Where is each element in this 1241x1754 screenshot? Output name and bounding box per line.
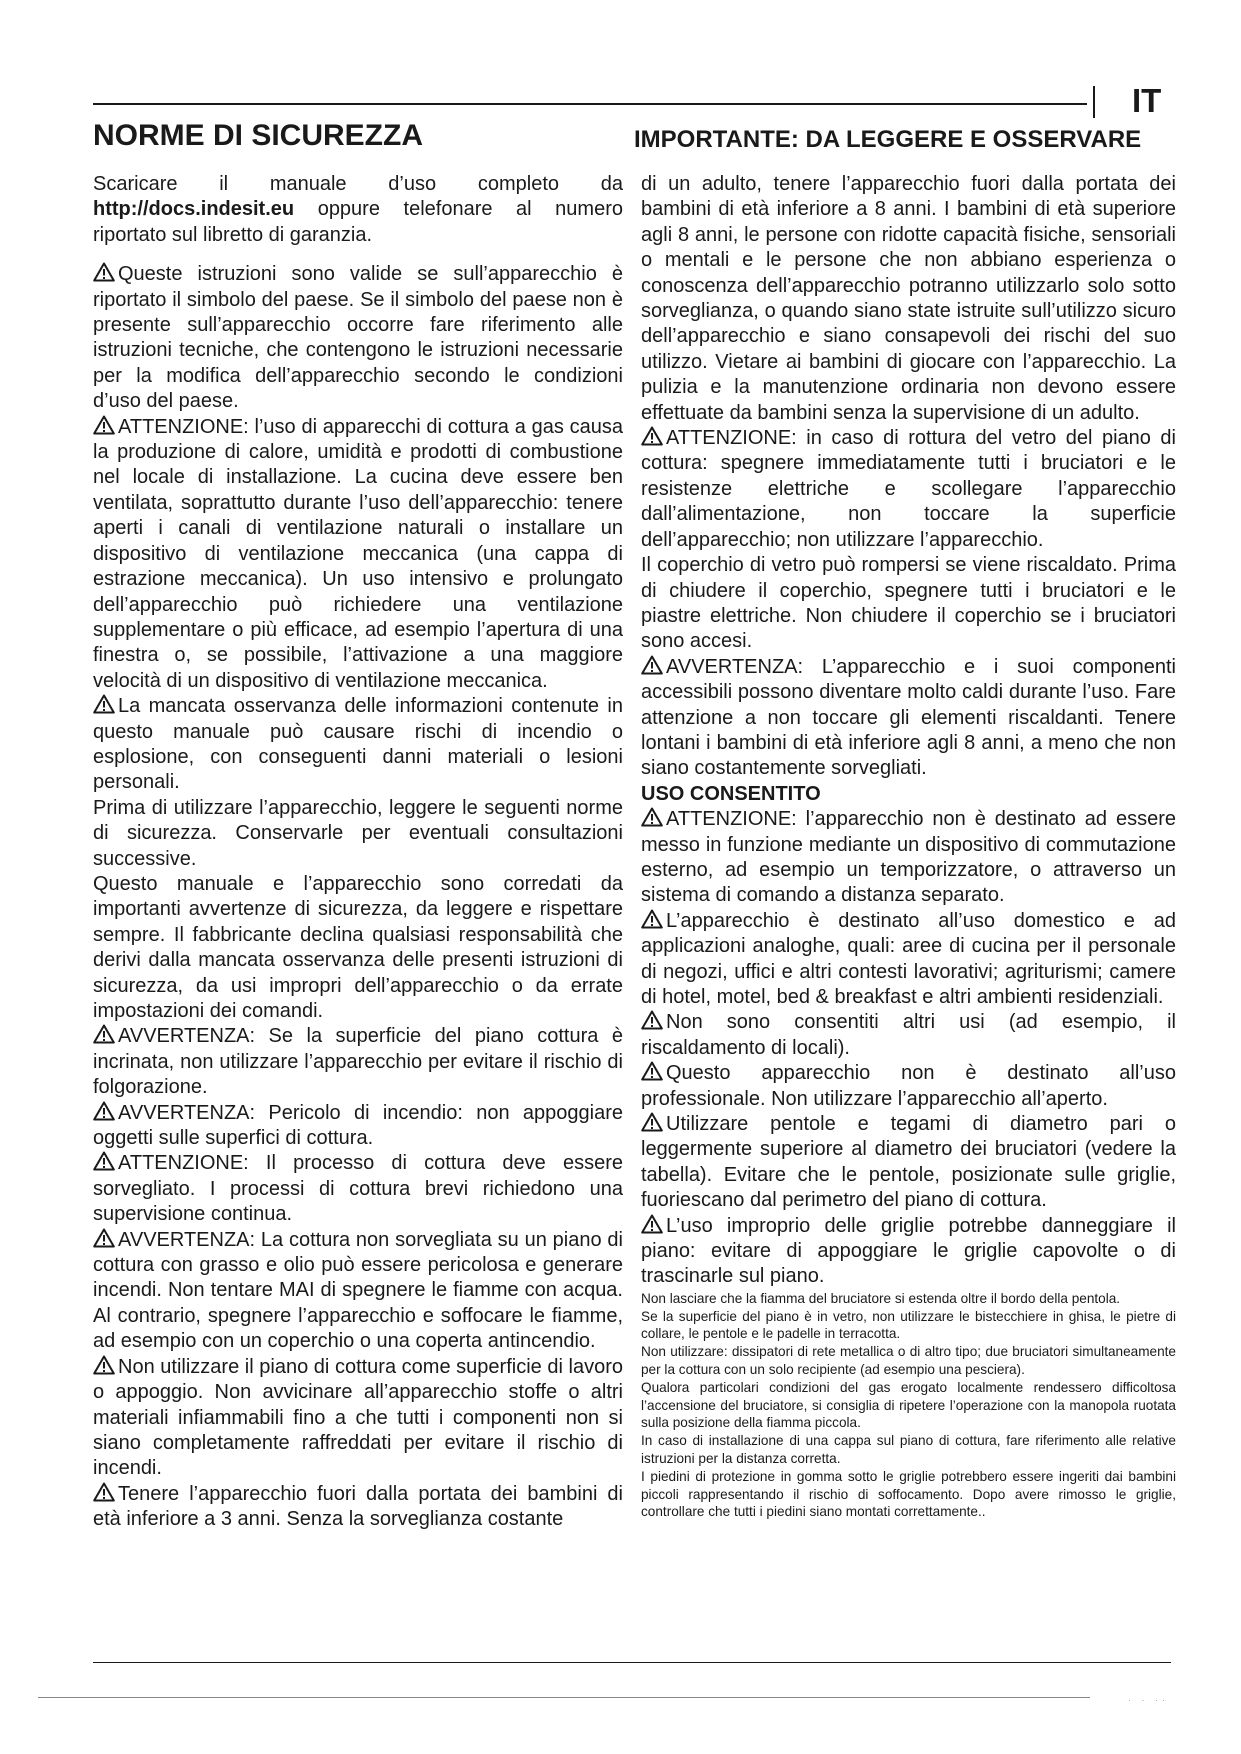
section-title-important: IMPORTANTE: DA LEGGERE E OSSERVARE bbox=[634, 126, 1142, 153]
paragraph-work-surface: Non utilizzare il piano di cottura come superficie di lavoro o appoggio. Non avvicinare all’apparecchio stoffe o altri materiali infiammabili fino a che tutti i componenti non si siano completamente raffreddati per evitare il rischio di incendi. bbox=[93, 1355, 623, 1480]
paragraph-external-switch: ATTENZIONE: l’apparecchio non è destinato ad essere messo in funzione mediante un dispositivo di commutazione esterno, ad esempio un temporizzatore, o attraverso un sistema di comando a distanza separato. bbox=[641, 808, 1176, 907]
left-column bbox=[93, 172, 623, 1533]
paragraph-professional-use: Questo apparecchio non è destinato all’uso professionale. Non utilizzare l’apparecchio all’aperto. bbox=[641, 1062, 1176, 1110]
language-code: IT bbox=[1132, 82, 1162, 119]
paragraph-read-before-use: Prima di utilizzare l’apparecchio, leggere le seguenti norme di sicurezza. Conservarle per eventuali consultazioni successive. bbox=[93, 796, 623, 870]
warning-triangle-icon bbox=[93, 1024, 115, 1044]
warning-triangle-icon bbox=[93, 1482, 115, 1502]
warning-triangle-icon bbox=[641, 909, 663, 929]
warning-triangle-icon bbox=[641, 655, 663, 675]
warning-triangle-icon bbox=[93, 262, 115, 282]
header-rule bbox=[93, 103, 1087, 105]
note-rubber-feet: I piedini di protezione in gomma sotto le griglie potrebbero essere ingeriti dai bambini piccoli rappresentando il rischio di soffocamento. Dopo avere rimosso le griglie, controllare che tutti i piedini siano montati correttamente.. bbox=[641, 1468, 1176, 1520]
footer-rule bbox=[38, 1697, 1090, 1698]
paragraph-domestic-use: L’apparecchio è destinato all’uso domestico e ad applicazioni analoghe, quali: aree di cucina per il personale di negozi, uffici e altri contesti lavorativi; agriturismi; camere di hotel, motel, bed & breakfast e altri ambienti residenziali. bbox=[641, 909, 1176, 1008]
warning-triangle-icon bbox=[93, 1355, 115, 1375]
right-column bbox=[641, 172, 1176, 1521]
intro-paragraph bbox=[93, 172, 623, 248]
warning-triangle-icon bbox=[641, 807, 663, 827]
warning-triangle-icon bbox=[93, 1228, 115, 1248]
paragraph-glass-lid: Il coperchio di vetro può rompersi se viene riscaldato. Prima di chiudere il coperchio, spegnere tutti i bruciatori e le piastre elettriche. Non chiudere il coperchio se i bruciatori sono accesi. bbox=[641, 554, 1176, 653]
note-gas-conditions: Qualora particolari condizioni del gas erogato localmente rendessero difficoltosa l’accensione del bruciatore, si consiglia di ripetere l’operazione con la manopola ruotata sulla posizione della fiamma piccola. bbox=[641, 1379, 1176, 1431]
warning-triangle-icon bbox=[641, 1010, 663, 1030]
paragraph-hot-parts: AVVERTENZA: L’apparecchio e i suoi componenti accessibili possono diventare molto caldi durante l’uso. Fare attenzione a non toccare gli elementi riscaldanti. Tenere lontani i bambini di età inferiore agli 8 anni, a meno che non siano costantemente sorvegliati. bbox=[641, 655, 1176, 780]
warning-triangle-icon bbox=[641, 426, 663, 446]
warning-triangle-icon bbox=[641, 1112, 663, 1132]
footer-marks: · · ·· bbox=[1128, 1695, 1169, 1705]
warning-triangle-icon bbox=[93, 1101, 115, 1121]
paragraph-grids-misuse: L’uso improprio delle griglie potrebbe danneggiare il piano: evitare di appoggiare le griglie capovolte o di trascinarle sul piano. bbox=[641, 1214, 1176, 1288]
paragraph-risk: La mancata osservanza delle informazioni contenute in questo manuale può causare rischi di incendio o esplosione, con conseguenti danni materiali o lesioni personali. bbox=[93, 695, 623, 794]
paragraph-pan-size: Utilizzare pentole e tegami di diametro pari o leggermente superiore al diametro dei bruciatori (vedere la tabella). Evitare che le pentole, posizionate sulle griglie, fuoriescano dal perimetro del piano di cottura. bbox=[641, 1113, 1176, 1212]
paragraph-manual-warnings: Questo manuale e l’apparecchio sono corredati da importanti avvertenze di sicurezza, da leggere e rispettare sempre. Il fabbricante declina qualsiasi responsabilità che derivi dalla mancata osservanza delle presenti istruzioni di sicurezza, da usi impropri dell’apparecchio o da errate impostazioni dei comandi. bbox=[93, 872, 623, 1022]
paragraph-fire-hazard: AVVERTENZA: Pericolo di incendio: non appoggiare oggetti sulle superfici di cottura. bbox=[93, 1101, 623, 1150]
paragraph-cracked-surface: AVVERTENZA: Se la superficie del piano cottura è incrinata, non utilizzare l’apparecchio per evitare il rischio di folgorazione. bbox=[93, 1025, 623, 1099]
warning-triangle-icon bbox=[93, 415, 115, 435]
intro-suffix: oppure telefonare al numero riportato sul libretto di garanzia. bbox=[93, 198, 623, 246]
paragraph-children-8: di un adulto, tenere l’apparecchio fuori dalla portata dei bambini di età inferiore a 8 anni. I bambini di età superiore agli 8 anni, le persone con ridotte capacità fisiche, sensoriali o mentali e le persone che non abbiano esperienza o conoscenza dell’apparecchio potranno utilizzarlo solo sotto sorveglianza, o quando siano state istruite sull’utilizzo sicuro dell’apparecchio e siano consapevoli dei rischi del suo utilizzo. Vietare ai bambini di giocare con l’apparecchio. La pulizia e la manutenzione ordinaria non devono essere effettuate da bambini senza la supervisione di un adulto. bbox=[641, 173, 1176, 424]
warning-triangle-icon bbox=[641, 1214, 663, 1234]
warning-triangle-icon bbox=[93, 694, 115, 714]
paragraph-supervision: ATTENZIONE: Il processo di cottura deve essere sorvegliato. I processi di cottura brevi richiedono una supervisione continua. bbox=[93, 1152, 623, 1226]
note-do-not-use: Non utilizzare: dissipatori di rete metallica o di altro tipo; due bruciatori simultaneamente per la cottura con un solo recipiente (ad esempio una pesciera). bbox=[641, 1344, 1176, 1378]
header-rule-tick bbox=[1093, 86, 1095, 118]
paragraph-country-symbol: Queste istruzioni sono valide se sull’apparecchio è riportato il simbolo del paese. Se il simbolo del paese non è presente sull’apparecchio occorre fare riferimento alle istruzioni tecniche, che contengono le istruzioni necessarie per la modifica dell’apparecchio secondo le condizioni d’uso del paese. bbox=[93, 263, 623, 413]
note-flame: Non lasciare che la fiamma del bruciatore si estenda oltre il bordo della pentola. bbox=[641, 1290, 1121, 1306]
intro-prefix: Scaricare il manuale d’uso completo da bbox=[93, 173, 623, 195]
section-title-safety: NORME DI SICUREZZA bbox=[93, 119, 423, 152]
paragraph-other-uses: Non sono consentiti altri usi (ad esempio, il riscaldamento di locali). bbox=[641, 1011, 1176, 1059]
paragraph-grease-fire: AVVERTENZA: La cottura non sorvegliata su un piano di cottura con grasso e olio può essere pericolosa e generare incendi. Non tentare MAI di spegnere le fiamme con acqua. Al contrario, spegnere l’apparecchio e soffocare le fiamme, ad esempio con un coperchio o una coperta antincendio. bbox=[93, 1228, 623, 1353]
warning-triangle-icon bbox=[641, 1061, 663, 1081]
paragraph-ventilation: ATTENZIONE: l’uso di apparecchi di cottura a gas causa la produzione di calore, umidità e prodotti di combustione nel locale di installazione. La cucina deve essere ben ventilata, soprattutto durante l’uso dell’apparecchio: tenere aperti i canali di ventilazione naturali o installare un dispositivo di ventilazione meccanica (una cappa di estrazione meccanica). Un uso intensivo e prolungato dell’apparecchio può richiedere una ventilazione supplementare o più efficace, ad esempio l’apertura di una finestra o, se possibile, l’attivazione a una maggiore velocità di un dispositivo di ventilazione meccanica. bbox=[93, 415, 623, 692]
paragraph-children-3: Tenere l’apparecchio fuori dalla portata dei bambini di età inferiore a 3 anni. Senza la sorveglianza costante bbox=[93, 1482, 623, 1531]
docs-link[interactable]: http://docs.indesit.eu bbox=[93, 198, 295, 221]
content-bottom-rule bbox=[93, 1662, 1171, 1663]
note-hood: In caso di installazione di una cappa sul piano di cottura, fare riferimento alle relative istruzioni per la distanza corretta. bbox=[641, 1433, 1176, 1467]
warning-triangle-icon bbox=[93, 1151, 115, 1171]
note-glass-surface: Se la superficie del piano è in vetro, non utilizzare le bistecchiere in ghisa, le pietre di collare, le pentole e le padelle in terracotta. bbox=[641, 1308, 1176, 1342]
small-print-notes bbox=[641, 1290, 1176, 1521]
paragraph-broken-glass: ATTENZIONE: in caso di rottura del vetro del piano di cottura: spegnere immediatamente tutti i bruciatori e le resistenze elettriche e scollegare l’apparecchio dall’alimentazione, non toccare la superficie dell’apparecchio; non utilizzare l’apparecchio. bbox=[641, 427, 1176, 551]
subheading-permitted-use: USO CONSENTITO bbox=[641, 782, 821, 805]
